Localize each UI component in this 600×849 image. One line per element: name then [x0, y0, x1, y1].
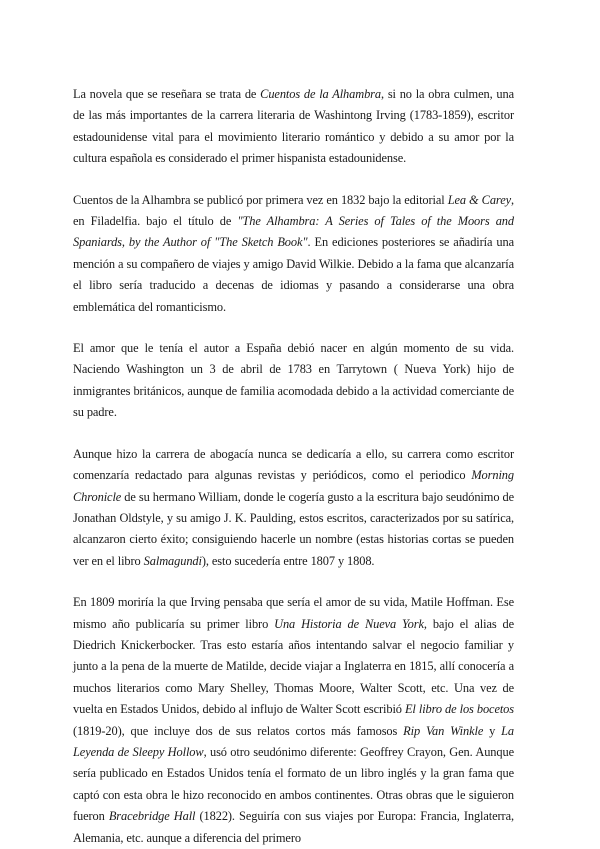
paragraph-4: [73, 444, 514, 572]
paragraph-text: y: [483, 723, 502, 738]
paragraph-text: , si no la obra culmen, una de las más importantes de la carrera literaria de Washintong Irving (1783-1859), escritor estadounidense vital para el movimiento literario romántico y debido a su amor por la cultura española es considerado el primer hispanista estadounidense.: [73, 87, 514, 166]
paragraph-text: En 1809 moriría la que Irving pensaba que sería el amor de su vida, Matile Hoffman. Ese mismo año publicaría su primer libro: [73, 595, 514, 631]
italic-title-text: "The Alhambra: A Series of Tales of the Moors and Spaniards, by the Author of "The Sketch Book": [73, 214, 514, 250]
paragraph-text: , en Filadelfia. bajo el título de: [73, 192, 514, 229]
paragraph-text: Cuentos de la Alhambra se publicó por primera vez en 1832 bajo la editorial: [73, 192, 448, 207]
paragraph-text: . En ediciones posteriores se añadiría una mención a su compañero de viajes y amigo David Wilkie. Debido a la fama que alcanzaría el libro sería traducido a decenas de idiomas y pasando a considerarse una obra emblemática del romanticismo.: [73, 235, 514, 314]
paragraph-text: (1819-20), que incluye dos de sus relatos cortos más famosos: [73, 723, 404, 738]
paragraph-text: Aunque hizo la carrera de abogacía nunca se dedicaría a ello, su carrera como escritor comenzaría redactado para algunas revistas y periódicos, como el periodico: [73, 446, 514, 483]
paragraph-text: , bajo el alias de Diedrich Knickerbocker. Tras esto estaría años intentando salvar el negocio familiar y junto a la pena de la muerte de Matilde, decide viajar a Inglaterra en 1815, allí conocería a muchos literarios como Mary Shelley, Thomas Moore, Walter Scott, etc. Una vez de vuelta en Estados Unidos, debido al influjo de Walter Scott escribió: [73, 616, 515, 717]
italic-title-text: Salmagundi: [143, 553, 202, 568]
paragraph-text: , usó otro seudónimo diferente: Geoffrey Crayon, Gen. Aunque sería publicado en Estados Unidos tenía el formato de un libro inglés y la gran fama que captó con esta obra le hizo reconocido en ambos continentes. Otras obras que le siguieron fueron: [73, 744, 514, 824]
paragraph-text: ), esto sucedería entre 1807 y 1808.: [201, 553, 375, 568]
paragraph-text: El amor que le tenía el autor a España debió nacer en algún momento de su vida. Naciendo Washington un 3 de abril de 1783 en Tarrytown ( Nueva York) hijo de inmigrantes británicos, aunque de familia acomodada debido a la actividad comerciante de su padre.: [73, 341, 514, 420]
italic-title-text: Lea & Carey: [447, 192, 511, 207]
paragraph-text: de su hermano William, donde le cogería gusto a la escritura bajo seudónimo de Jonathan Oldstyle, y su amigo J. K. Paulding, estos escritos, caracterizados por su satírica, alcanzaron cierto éxito; consiguiendo hacerle un nombre (estas historias cortas se pueden ver en el libro: [73, 489, 514, 568]
paragraph-3: [73, 338, 514, 424]
italic-title-text: Una Historia de Nueva York: [274, 616, 424, 631]
italic-title-text: Bracebridge Hall: [108, 809, 196, 824]
paragraph-1: [73, 84, 514, 170]
paragraph-2: [73, 190, 514, 318]
italic-title-text: Cuentos de la Alhambra: [260, 87, 381, 101]
italic-title-text: El libro de los bocetos: [404, 702, 514, 717]
italic-title-text: La Leyenda de Sleepy Hollow: [73, 723, 515, 759]
paragraph-5: [73, 592, 514, 849]
italic-title-text: Morning Chronicle: [73, 468, 514, 504]
paragraph-text: (1822). Seguiría con sus viajes por Europa: Francia, Inglaterra, Alemania, etc. aunque a diferencia del primero: [73, 809, 514, 845]
paragraph-text: La novela que se reseñara se trata de: [73, 87, 261, 101]
italic-title-text: Rip Van Winkle: [403, 723, 484, 738]
